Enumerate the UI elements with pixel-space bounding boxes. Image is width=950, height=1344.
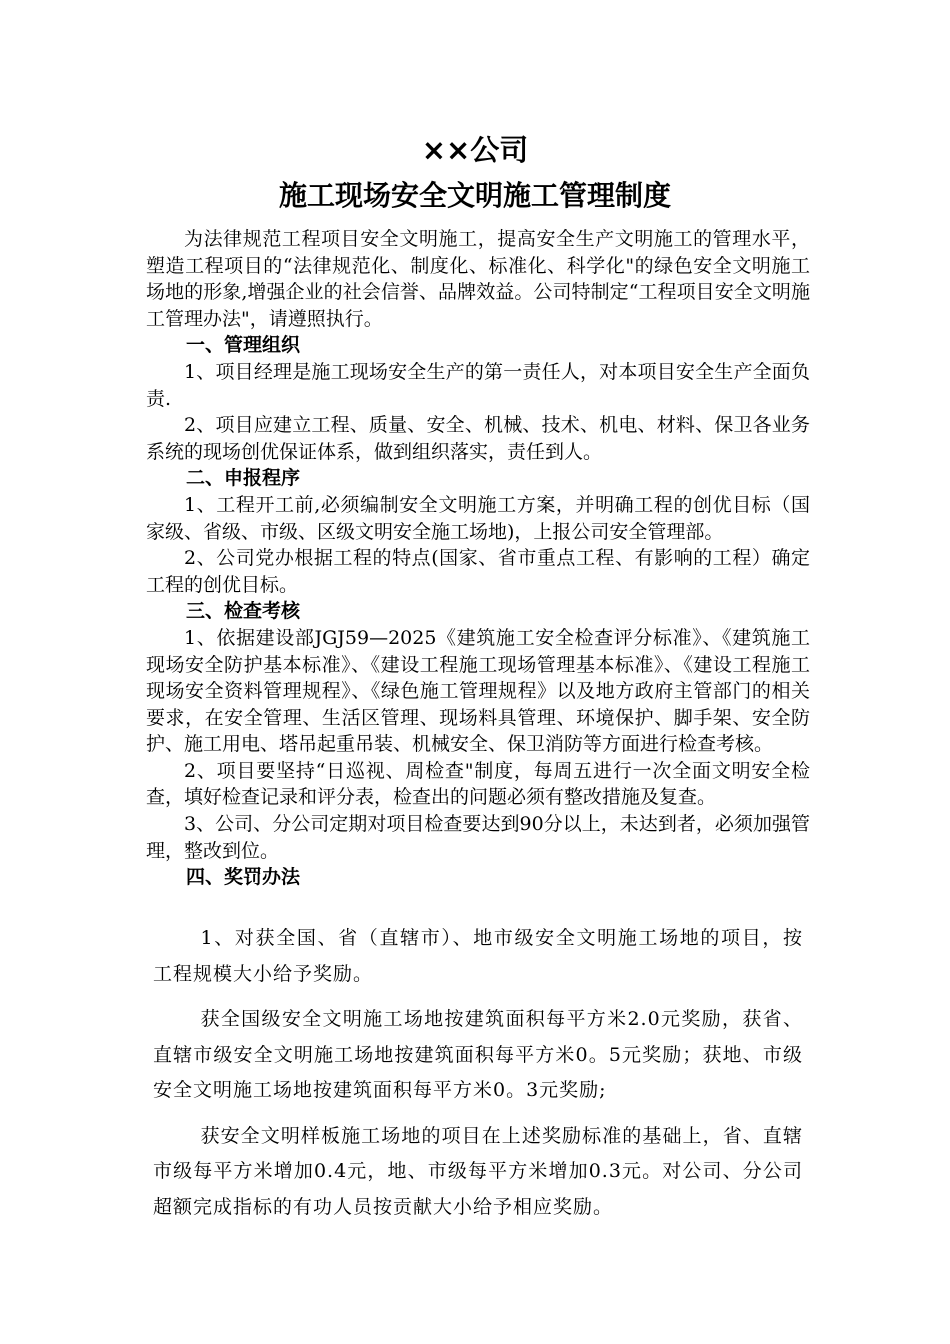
- paragraph: 获安全文明样板施工场地的项目在上述奖励标准的基础上，省、直辖市级每平方米增加0.4元，地、市级每平方米增加0.3元。对公司、分公司超额完成指标的有功人员按贡献大小给予相应奖励。: [153, 1124, 803, 1218]
- intro-paragraph: 为法律规范工程项目安全文明施工，提高安全生产文明施工的管理水平，塑造工程项目的“法律规范化、制度化、标准化、科学化"的绿色安全文明施工场地的形象,增强企业的社会信誉、品牌效益。公司特制定“工程项目安全文明施工管理办法"，请遵照执行。: [146, 228, 810, 330]
- paragraph: 2、项目应建立工程、质量、安全、机械、技术、机电、材料、保卫各业务系统的现场创优保证体系，做到组织落实，责任到人。: [146, 414, 810, 463]
- paragraph: 1、项目经理是施工现场安全生产的第一责任人，对本项目安全生产全面负责.: [146, 360, 810, 410]
- company-name: ××公司: [421, 133, 529, 167]
- paragraph: 2、公司党办根据工程的特点(国家、省市重点工程、有影响的工程）确定工程的创优目标。: [146, 547, 810, 596]
- document-body-lower: [153, 921, 803, 1225]
- document-body-upper: [146, 226, 810, 891]
- paragraph: 获全国级安全文明施工场地按建筑面积每平方米2.0元奖励，获省、直辖市级安全文明施工场地按建筑面积每平方米0。5元奖励；获地、市级安全文明施工场地按建筑面积每平方米0。3元奖励;: [153, 1008, 803, 1101]
- section-heading-organization: 一、管理组织: [186, 334, 301, 357]
- section-heading-rewards: 四、奖罚办法: [186, 866, 301, 889]
- paragraph: 2、项目要坚持“日巡视、周检查"制度，每周五进行一次全面文明安全检查，填好检查记录和评分表，检查出的问题必须有整改措施及复查。: [146, 759, 810, 809]
- paragraph: 3、公司、分公司定期对项目检查要达到90分以上，未达到者，必须加强管理，整改到位。: [146, 813, 810, 862]
- paragraph: 1、依据建设部JGJ59—2025《建筑施工安全检查评分标准》、《建筑施工现场安全防护基本标准》、《建设工程施工现场管理基本标准》、《建设工程施工现场安全资料管理规程》、《绿色施工管理规程》以及地方政府主管部门的相关要求，在安全管理、生活区管理、现场料具管理、环境保护、脚手架、安全防护、施工用电、塔吊起重吊装、机械安全、保卫消防等方面进行检查考核。: [146, 626, 810, 756]
- section-heading-application: 二、申报程序: [186, 467, 301, 490]
- section-heading-inspection: 三、检查考核: [186, 600, 301, 623]
- document-title: 施工现场安全文明施工管理制度: [278, 179, 671, 212]
- paragraph: 1、工程开工前,必须编制安全文明施工方案，并明确工程的创优目标（国家级、省级、市级、区级文明安全施工场地)，上报公司安全管理部。: [146, 493, 810, 543]
- paragraph: 1、对获全国、省（直辖市）、地市级安全文明施工场地的项目，按工程规模大小给予奖励。: [153, 927, 803, 985]
